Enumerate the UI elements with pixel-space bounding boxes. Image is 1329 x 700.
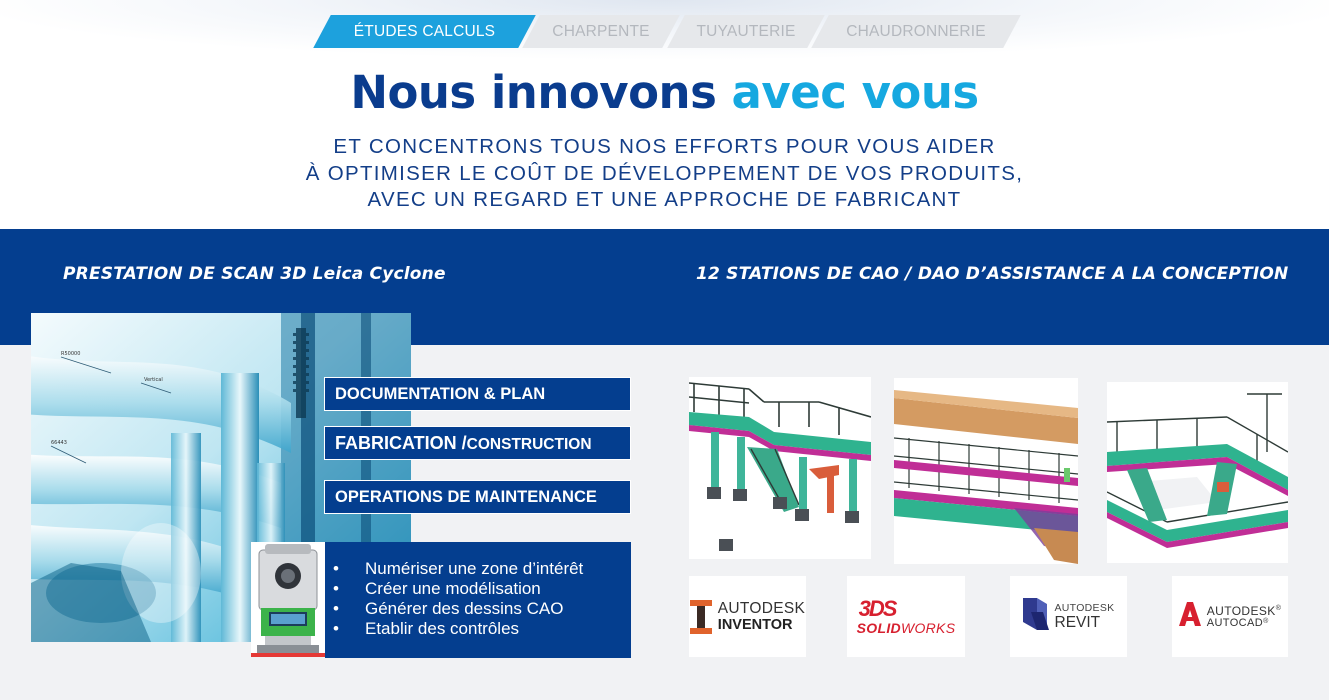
- tab-charpente[interactable]: [522, 15, 680, 48]
- tab-label: TUYAUTERIE: [696, 23, 796, 40]
- tab-label: CHARPENTE: [552, 23, 650, 40]
- list-item: [333, 619, 631, 639]
- solidworks-logo[interactable]: [847, 576, 965, 657]
- page-headline: [0, 66, 1329, 119]
- tab-etudes-calculs[interactable]: [313, 15, 536, 48]
- scan-benefits-list: [325, 542, 631, 658]
- scan-section-title: PRESTATION DE SCAN 3D Leica Cyclone: [63, 264, 446, 284]
- subtitle-line: À OPTIMISER LE COÛT DE DÉVELOPPEMENT DE VOS PRODUITS,: [305, 161, 1024, 185]
- revit-icon: [1023, 598, 1049, 635]
- photo-annotation: Vertical: [144, 377, 163, 383]
- total-station-image: [251, 542, 325, 657]
- label-text: OPERATIONS DE MAINTENANCE: [335, 488, 597, 506]
- list-item-text: Générer des dessins CAO: [365, 599, 564, 618]
- autodesk-revit-logo[interactable]: [1010, 576, 1127, 657]
- label-fabrication-construction: [324, 426, 631, 460]
- registered-mark: ®: [1275, 604, 1282, 612]
- list-item-text: Etablir des contrôles: [365, 619, 520, 638]
- list-item: [333, 599, 631, 619]
- logo-brand: AUTODESK: [1206, 603, 1276, 618]
- hero-subtitle: [0, 134, 1329, 214]
- logo-product-suffix: WORKS: [900, 619, 956, 636]
- label-text: FABRICATION /: [335, 433, 467, 453]
- headline-accent: avec vous: [731, 66, 979, 119]
- autodesk-inventor-logo[interactable]: [689, 576, 806, 657]
- logo-product: INVENTOR: [717, 617, 793, 633]
- autodesk-autocad-logo[interactable]: [1172, 576, 1288, 657]
- logo-brand: AUTODESK: [717, 599, 806, 617]
- photo-annotation: 66443: [51, 440, 67, 446]
- cad-render-walkway: [689, 377, 871, 559]
- registered-mark: ®: [1263, 617, 1269, 625]
- label-text-small: CONSTRUCTION: [466, 436, 592, 453]
- tab-tuyauterie[interactable]: [667, 15, 825, 48]
- logo-product: SOLID: [856, 619, 901, 636]
- tab-chaudronnerie[interactable]: [811, 15, 1021, 48]
- label-text: DOCUMENTATION & PLAN: [335, 385, 546, 403]
- label-operations-maintenance: [324, 480, 631, 514]
- bullet-glyph: •: [333, 599, 339, 618]
- subtitle-line: ET CONCENTRONS TOUS NOS EFFORTS POUR VOUS AIDER: [333, 135, 996, 158]
- cad-render-platform: [894, 378, 1078, 564]
- headline-main: Nous innovons: [350, 66, 732, 119]
- list-item: [333, 559, 631, 579]
- cad-render-frame: [1107, 382, 1288, 563]
- cao-section-title: 12 STATIONS DE CAO / DAO D’ASSISTANCE A LA CONCEPTION: [696, 264, 1289, 284]
- logo-product: AUTOCAD: [1206, 616, 1264, 629]
- ds-icon: 3DS: [858, 595, 896, 621]
- autocad-icon: [1179, 602, 1201, 631]
- photo-annotation: R50000: [61, 351, 81, 357]
- bullet-glyph: •: [333, 559, 339, 578]
- tab-label: ÉTUDES CALCULS: [353, 23, 496, 40]
- bullet-glyph: •: [333, 619, 339, 638]
- subtitle-line: AVEC UN REGARD ET UNE APPROCHE DE FABRICANT: [367, 188, 962, 211]
- logo-product: REVIT: [1054, 614, 1101, 631]
- bullet-glyph: •: [333, 579, 339, 598]
- list-item-text: Numériser une zone d’intérêt: [365, 559, 584, 578]
- label-documentation-plan: [324, 377, 631, 411]
- list-item: [333, 579, 631, 599]
- logo-brand: AUTODESK: [1054, 601, 1115, 614]
- tab-label: CHAUDRONNERIE: [846, 23, 986, 40]
- list-item-text: Créer une modélisation: [365, 579, 541, 598]
- inventor-icon: [690, 600, 712, 634]
